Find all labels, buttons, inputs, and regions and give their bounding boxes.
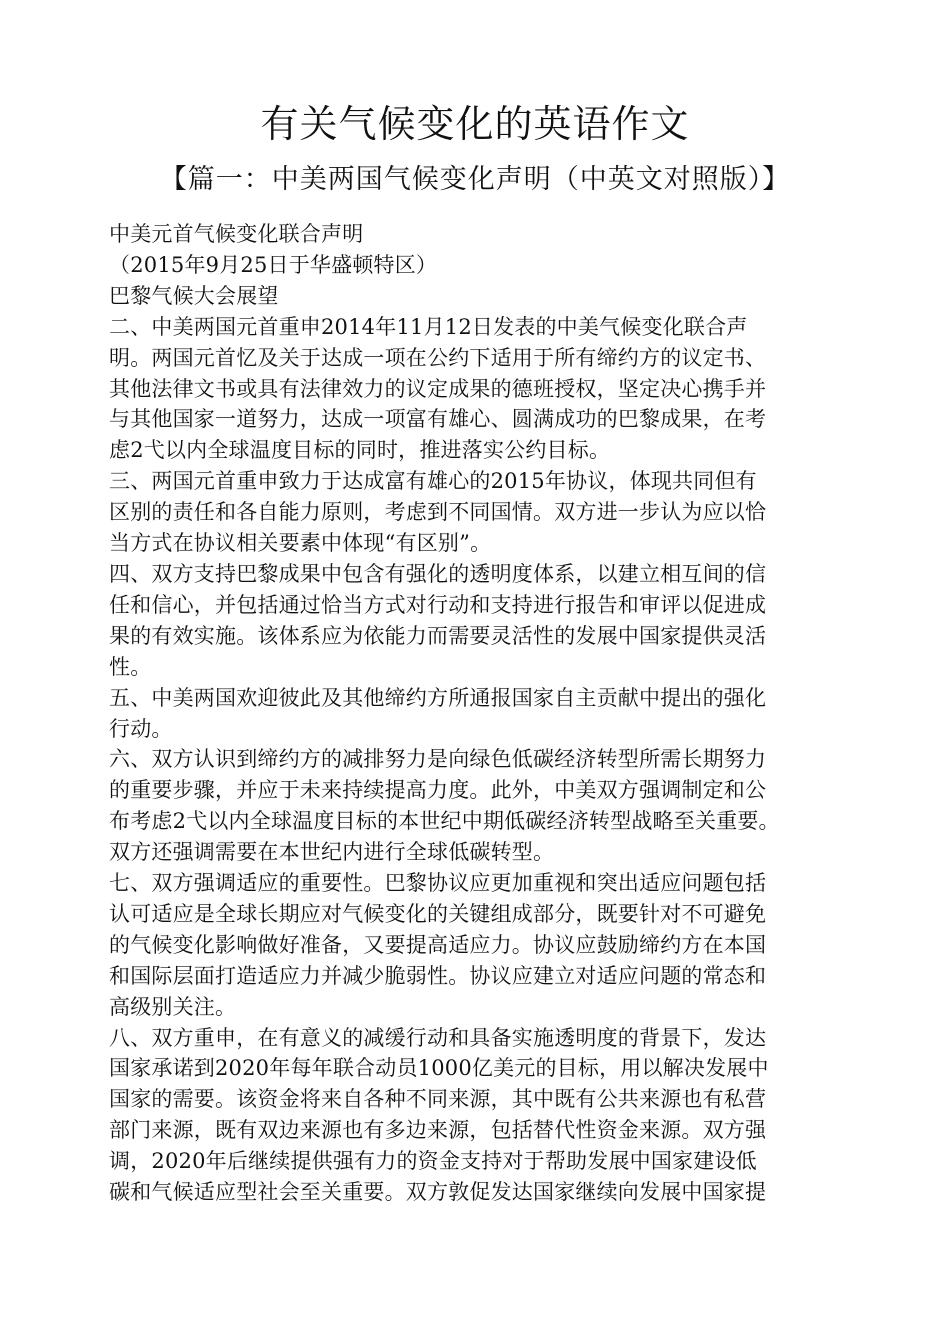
body-text-line: 布考虑2弋以内全球温度目标的本世纪中期低碳经济转型战略至关重要。 xyxy=(109,809,780,834)
body-text-line: 国家的需要。该资金将来自各种不同来源，其中既有公共来源也有私营 xyxy=(109,1087,767,1112)
body-text-line: 七、双方强调适应的重要性。巴黎协议应更加重视和突出适应问题包括 xyxy=(109,871,767,896)
body-text-line: 国家承诺到2020年每年联合动员1000亿美元的目标，用以解决发展中 xyxy=(109,1056,769,1081)
body-text-line: 区别的责任和各自能力原则，考虑到不同国情。双方进一步认为应以恰 xyxy=(109,500,767,525)
document-body xyxy=(109,219,869,1208)
body-text-line: 的气候变化影响做好准备，又要提高适应力。协议应鼓励缔约方在本国 xyxy=(109,932,767,957)
body-text-line: 部门来源，既有双边来源也有多边来源，包括替代性资金来源。双方强 xyxy=(109,1118,767,1143)
body-text-line: 当方式在协议相关要素中体现“有区别”。 xyxy=(109,531,492,556)
body-text-line: 四、双方支持巴黎成果中包含有强化的透明度体系，以建立相互间的信 xyxy=(109,561,767,586)
body-text-line: 二、中美两国元首重申2014年11月12日发表的中美气候变化联合声 xyxy=(109,314,748,339)
body-text-line: 的重要步骤，并应于未来持续提高力度。此外，中美双方强调制定和公 xyxy=(109,778,767,803)
body-text-line: 认可适应是全球长期应对气候变化的关键组成部分，既要针对不可避免 xyxy=(109,901,767,926)
body-text-line: 任和信心，并包括通过恰当方式对行动和支持进行报告和审评以促进成 xyxy=(109,592,767,617)
body-text-line: 调，2020年后继续提供强有力的资金支持对于帮助发展中国家建设低 xyxy=(109,1149,757,1174)
body-text-line: 和国际层面打造适应力并减少脆弱性。协议应建立对适应问题的常态和 xyxy=(109,963,767,988)
document-title: 有关气候变化的英语作文 xyxy=(260,102,690,146)
body-text-line: （2015年9月25日于华盛顿特区） xyxy=(109,252,438,277)
body-text-line: 五、中美两国欢迎彼此及其他缔约方所通报国家自主贡献中提出的强化 xyxy=(109,685,767,710)
body-text-line: 与其他国家一道努力，达成一项富有雄心、圆满成功的巴黎成果，在考 xyxy=(109,407,767,432)
body-text-line: 性。 xyxy=(109,654,152,679)
document-subtitle: 【篇一：中美两国气候变化声明（中英文对照版）】 xyxy=(159,164,791,195)
body-text-line: 六、双方认识到缔约方的减排努力是向绿色低碳经济转型所需长期努力 xyxy=(109,747,767,772)
body-text-line: 巴黎气候大会展望 xyxy=(109,283,279,308)
body-text-line: 明。两国元首忆及关于达成一项在公约下适用于所有缔约方的议定书、 xyxy=(109,345,767,370)
body-text-line: 果的有效实施。该体系应为依能力而需要灵活性的发展中国家提供灵活 xyxy=(109,623,767,648)
body-text-line: 双方还强调需要在本世纪内进行全球低碳转型。 xyxy=(109,840,555,865)
body-text-line: 八、双方重申，在有意义的减缓行动和具备实施透明度的背景下，发达 xyxy=(109,1025,767,1050)
body-text-line: 行动。 xyxy=(109,716,173,741)
body-text-line: 虑2弋以内全球温度目标的同时，推进落实公约目标。 xyxy=(109,438,611,463)
body-text-line: 碳和气候适应型社会至关重要。双方敦促发达国家继续向发展中国家提 xyxy=(109,1180,767,1205)
body-text-line: 三、两国元首重申致力于达成富有雄心的2015年协议，体现共同但有 xyxy=(109,469,757,494)
body-text-line: 高级别关注。 xyxy=(109,994,237,1019)
body-text-line: 其他法律文书或具有法律效力的议定成果的德班授权，坚定决心携手并 xyxy=(109,376,767,401)
body-text-line: 中美元首气候变化联合声明 xyxy=(109,222,364,246)
